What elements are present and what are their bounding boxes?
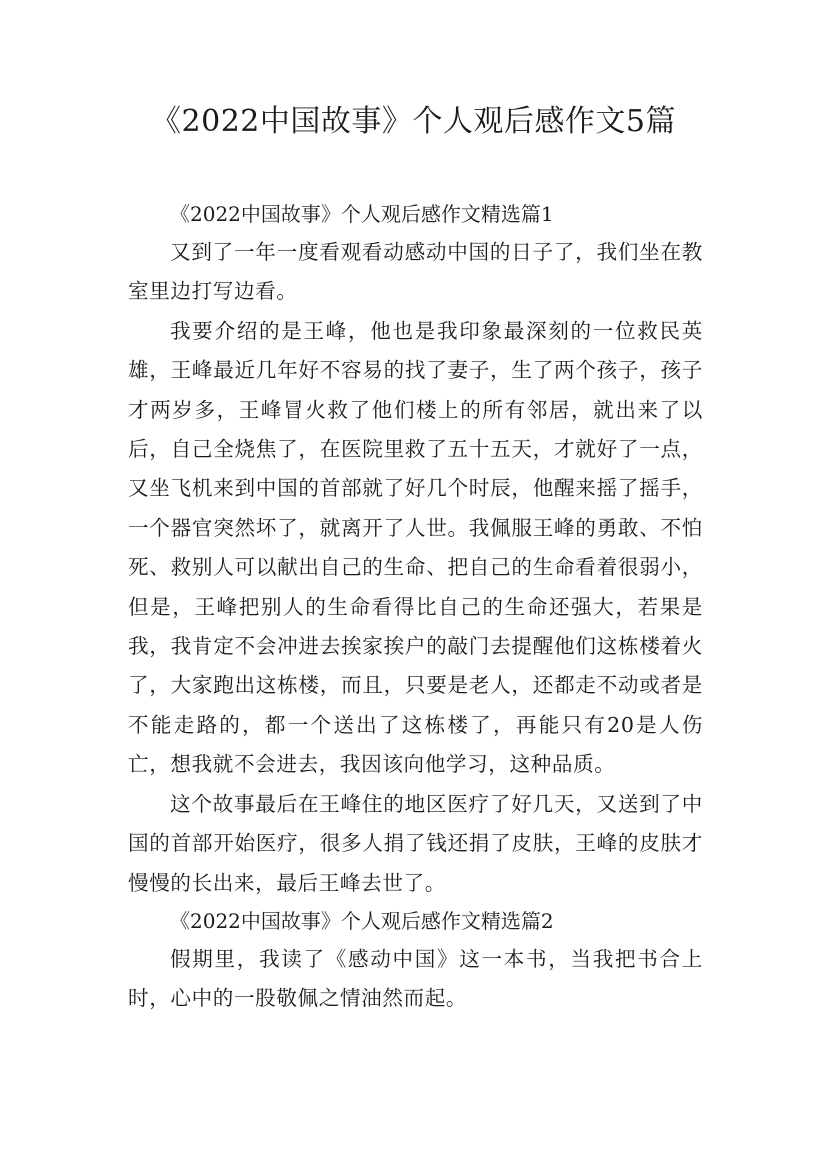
section-heading: 《2022中国故事》个人观后感作文精选篇2: [170, 908, 554, 933]
document-body: [128, 196, 703, 1019]
paragraph: 我要介绍的是王峰，他也是我印象最深刻的一位救民英雄，王峰最近几年好不容易的找了妻子，生了两个孩子，孩子才两岁多，王峰冒火救了他们楼上的所有邻居，就出来了以后，自己全烧焦了，在医院里救了五十五天，才就好了一点，又坐飞机来到中国的首部就了好几个时辰，他醒来摇了摇手，一个器官突然坏了，就离开了人世。我佩服王峰的勇敢、不怕死、救别人可以献出自己的生命、把自己的生命看着很弱小，但是，王峰把别人的生命看得比自己的生命还强大，若果是我，我肯定不会冲进去挨家挨户的敲门去提醒他们这栋楼着火了，大家跑出这栋楼，而且，只要是老人，还都走不动或者是不能走路的，都一个送出了这栋楼了，再能只有20是人伤亡，想我就不会进去，我因该向他学习，这种品质。: [128, 318, 703, 777]
paragraph: 又到了一年一度看观看动感动中国的日子了，我们坐在教室里边打写边看。: [128, 240, 703, 304]
section-heading: 《2022中国故事》个人观后感作文精选篇1: [170, 202, 554, 226]
document-title: 《2022中国故事》个人观后感作文5篇: [151, 104, 676, 139]
paragraph: 这个故事最后在王峰住的地区医疗了好几天，又送到了中国的首部开始医疗，很多人捐了钱还捐了皮肤，王峰的皮肤才慢慢的长出来，最后王峰去世了。: [128, 791, 703, 895]
paragraph: 假期里，我读了《感动中国》这一本书，当我把书合上时，心中的一股敬佩之情油然而起。: [128, 946, 703, 1011]
